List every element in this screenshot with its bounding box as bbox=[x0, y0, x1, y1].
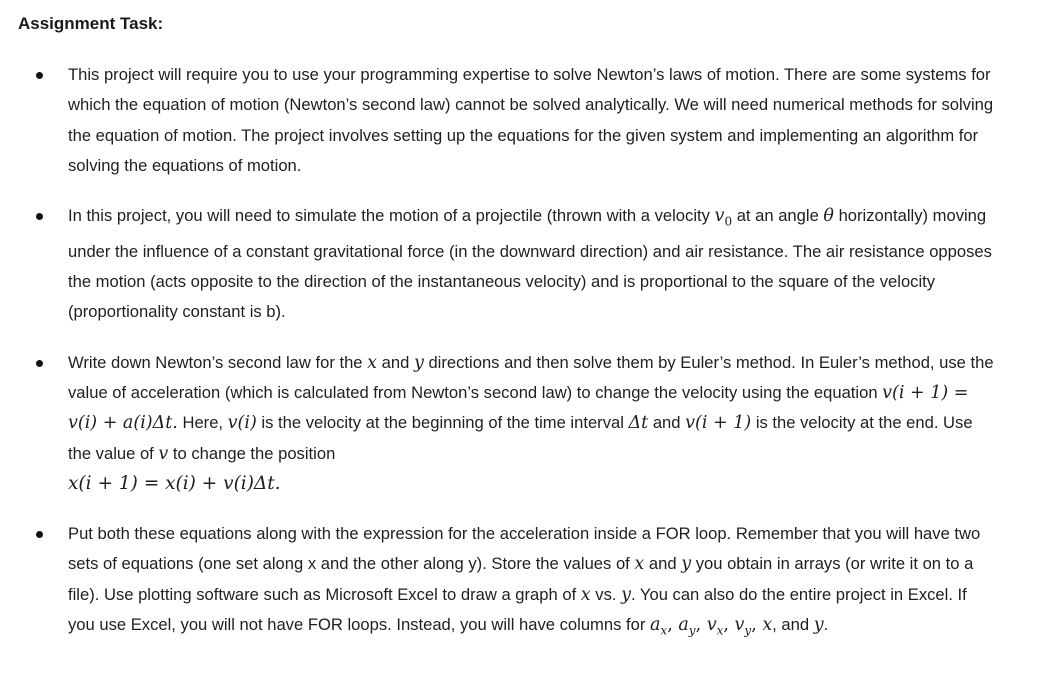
math-vi: v(i) bbox=[227, 413, 257, 434]
equation-velocity: v(i + 1) = v(i) + a(i)Δt. bbox=[68, 382, 969, 434]
paragraph-text: at an angle bbox=[732, 206, 824, 226]
math-vx: v bbox=[706, 615, 717, 636]
paragraph-text: and bbox=[648, 413, 686, 433]
math-vy: v bbox=[734, 615, 745, 636]
paragraph-text: vs. bbox=[590, 584, 622, 604]
math-y: y bbox=[681, 554, 692, 575]
paragraph-text: to change the position bbox=[168, 443, 336, 463]
math-comma: , bbox=[667, 615, 679, 636]
paragraph-text: Put both these equations along with the expression for the acceleration inside a FOR loop. Remember that you will have two sets of equations (one set along x and the other along y). Store the values of bbox=[68, 524, 981, 574]
math-vi1: v(i + 1) bbox=[685, 413, 752, 434]
math-subscript: y bbox=[688, 623, 696, 638]
paragraph-text: . bbox=[823, 615, 829, 635]
bullet-icon bbox=[36, 360, 43, 367]
paragraph-text: and bbox=[377, 352, 414, 372]
math-x: x bbox=[580, 584, 591, 605]
list-item-euler bbox=[0, 348, 1037, 499]
bullet-icon bbox=[36, 72, 43, 79]
paragraph-text: is the velocity at the beginning of the time interval bbox=[256, 413, 629, 433]
page-title: Assignment Task: bbox=[18, 14, 164, 33]
paragraph-text: , and bbox=[772, 615, 814, 635]
paragraph-text: Here, bbox=[177, 413, 228, 433]
math-y: y bbox=[621, 584, 631, 605]
math-theta: θ bbox=[823, 206, 834, 227]
math-x: x bbox=[367, 352, 378, 373]
paragraph-text: . You can also do the entire project in Excel. If you use Excel, you will not have FOR loops. Instead, you will have columns for bbox=[68, 584, 967, 635]
math-x: x bbox=[634, 554, 645, 575]
math-dt: Δt bbox=[628, 413, 649, 434]
paragraph-text: directions and then solve them by Euler’s method. In Euler’s method, use the value of acceleration (which is calculated from Newton’s second law) to change the velocity using the equation bbox=[68, 352, 994, 402]
math-subscript: x bbox=[660, 623, 668, 638]
math-v: v bbox=[714, 206, 725, 227]
math-ay: a bbox=[678, 615, 689, 636]
bullet-icon bbox=[36, 531, 43, 538]
math-comma: , bbox=[751, 615, 763, 636]
paragraph-text: is the velocity at the end. Use the value of bbox=[68, 413, 973, 463]
equation-position: x(i + 1) = x(i) + v(i)Δt. bbox=[68, 472, 281, 494]
math-y: y bbox=[813, 615, 824, 636]
paragraph-text: horizontally) moving under the influence of a constant gravitational force (in the downward direction) and air resistance. The air resistance opposes the motion (acts opposite to the direction of the instantaneous velocity) and is proportional to the square of the velocity (proportionality constant is b). bbox=[68, 206, 992, 322]
list-item-for-loop bbox=[0, 519, 1037, 646]
bullet-icon bbox=[36, 213, 43, 220]
math-comma: , bbox=[723, 615, 735, 636]
list-item-simulation bbox=[0, 201, 1037, 328]
math-comma: , bbox=[695, 615, 707, 636]
paragraph-text: you obtain in arrays (or write it on to a file). Use plotting software such as Microsoft Excel to draw a graph of bbox=[68, 554, 974, 604]
paragraph-text: and bbox=[644, 554, 682, 574]
task-list bbox=[0, 60, 1037, 666]
math-subscript: y bbox=[744, 623, 752, 638]
paragraph-text: In this project, you will need to simulate the motion of a projectile (thrown with a velocity bbox=[68, 206, 715, 226]
math-y: y bbox=[413, 352, 424, 373]
math-x: x bbox=[762, 615, 773, 636]
paragraph-text: Write down Newton’s second law for the bbox=[68, 352, 368, 372]
math-subscript: 0 bbox=[724, 214, 733, 229]
list-item-intro bbox=[0, 60, 1037, 181]
paragraph-text: This project will require you to use your programming expertise to solve Newton’s laws of motion. There are some systems for which the equation of motion (Newton’s second law) cannot be solved analytically. We will need numerical methods for solving the equation of motion. The project involves setting up the equations for the given system and implementing an algorithm for solving the equations of motion. bbox=[68, 65, 994, 175]
math-subscript: x bbox=[716, 623, 724, 638]
math-v: v bbox=[158, 443, 169, 464]
math-ax: a bbox=[649, 615, 661, 636]
